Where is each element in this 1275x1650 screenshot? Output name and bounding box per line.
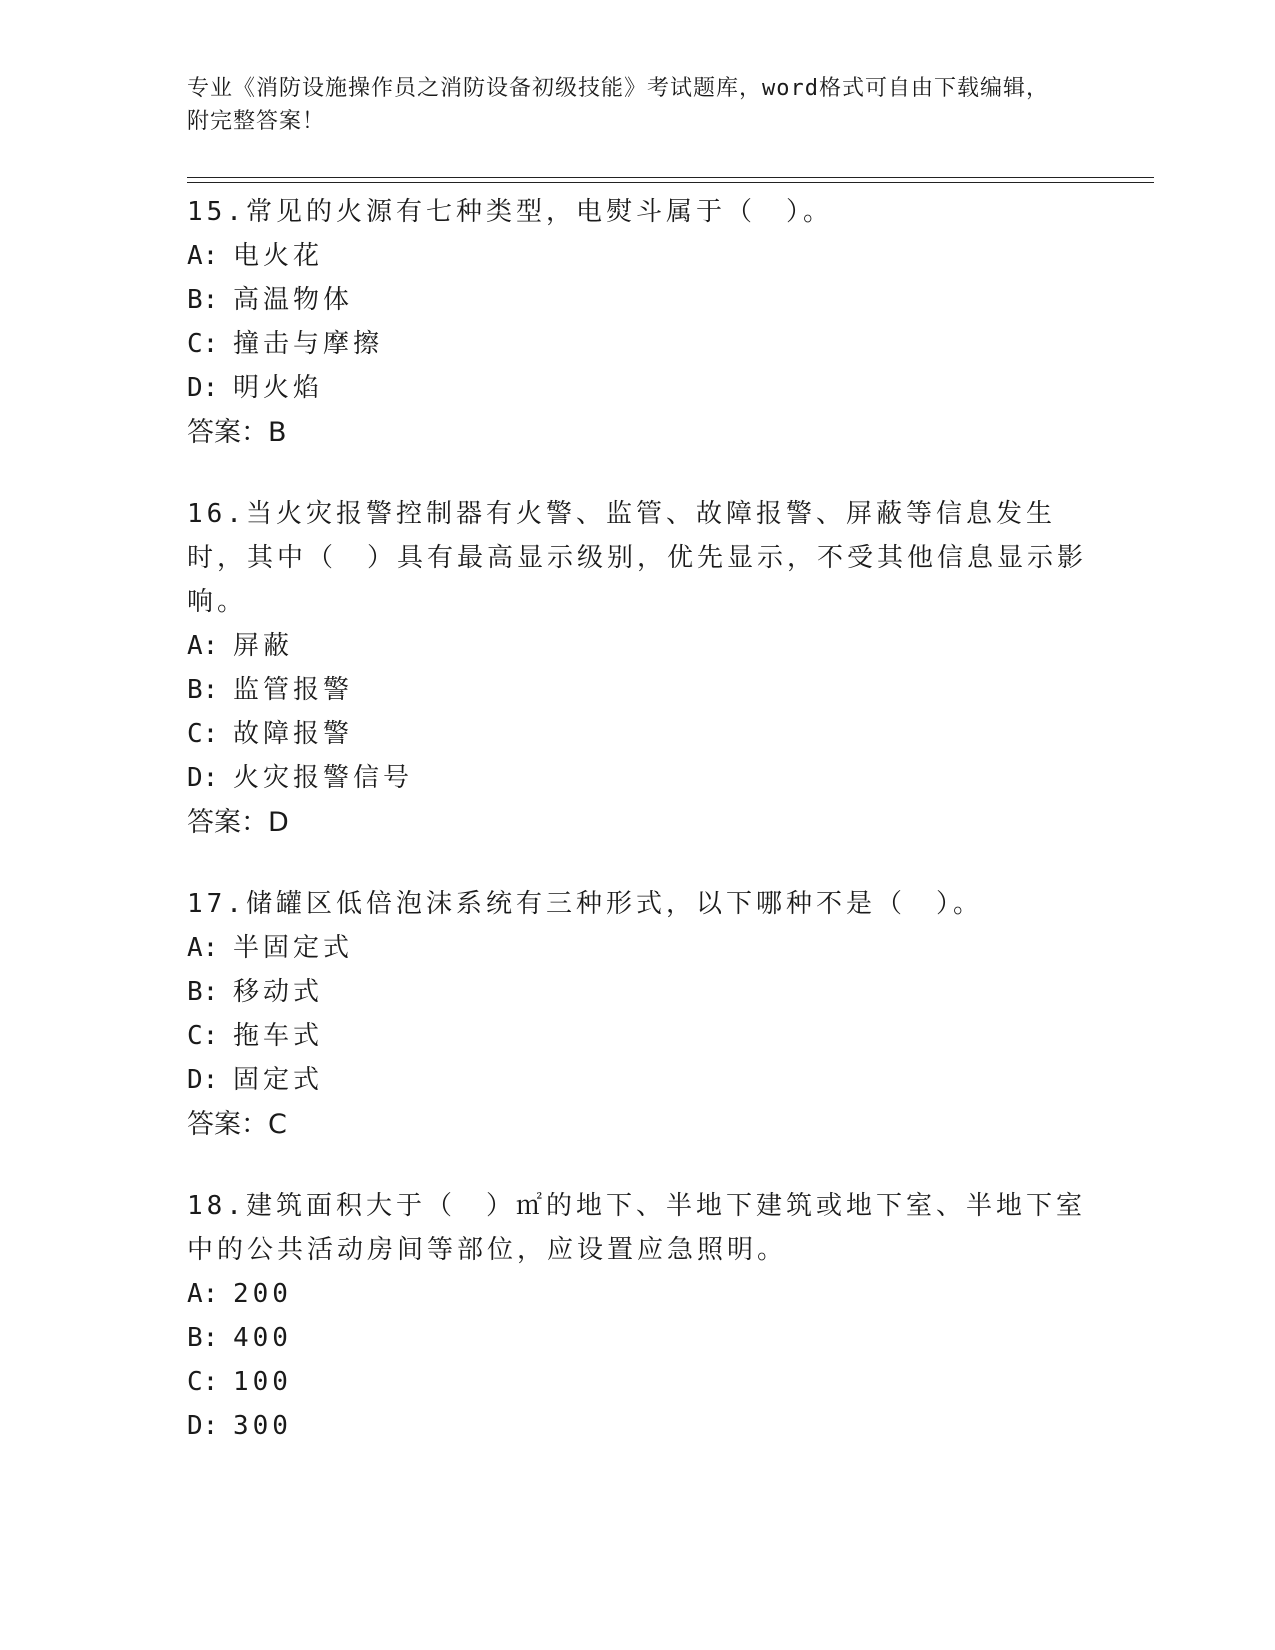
option-key: A: (187, 241, 219, 271)
option-text: 高温物体 (233, 285, 354, 315)
option-text: 100 (233, 1367, 292, 1397)
question-18 (187, 1184, 1087, 1448)
question-stem: 16.当火灾报警控制器有火警、监管、故障报警、屏蔽等信息发生时，其中（ ）具有最高显示级别，优先显示，不受其他信息显示影响。 (187, 499, 1088, 617)
question-15 (187, 190, 1087, 456)
option-a (187, 234, 1087, 278)
option-key: C: (187, 1021, 219, 1051)
option-c (187, 1360, 1087, 1404)
option-key: D: (187, 1065, 219, 1095)
question-list (187, 190, 1087, 1484)
option-text: 明火焰 (233, 373, 324, 403)
option-a (187, 624, 1087, 668)
option-d (187, 1404, 1087, 1448)
question-16 (187, 492, 1087, 846)
option-key: D: (187, 1411, 219, 1441)
option-text: 监管报警 (233, 675, 354, 705)
option-a (187, 926, 1087, 970)
option-key: B: (187, 285, 219, 315)
option-key: D: (187, 373, 219, 403)
option-d (187, 1058, 1087, 1102)
option-text: 移动式 (233, 977, 324, 1007)
question-17 (187, 882, 1087, 1148)
document-header: 专业《消防设施操作员之消防设备初级技能》考试题库，word格式可自由下载编辑，附完整答案！ (187, 76, 1049, 134)
option-key: D: (187, 763, 219, 793)
option-b (187, 1316, 1087, 1360)
option-key: C: (187, 1367, 219, 1397)
option-b (187, 668, 1087, 712)
option-text: 电火花 (233, 241, 324, 271)
option-text: 300 (233, 1411, 292, 1441)
option-text: 200 (233, 1279, 292, 1309)
option-d (187, 756, 1087, 800)
option-text: 撞击与摩擦 (233, 329, 384, 359)
option-key: B: (187, 977, 219, 1007)
option-key: A: (187, 933, 219, 963)
option-c (187, 322, 1087, 366)
option-text: 拖车式 (233, 1021, 324, 1051)
answer-line: 答案：C (187, 1109, 287, 1140)
option-text: 屏蔽 (233, 631, 294, 661)
header-divider-top (187, 177, 1154, 178)
option-d (187, 366, 1087, 410)
option-key: B: (187, 1323, 219, 1353)
question-stem: 15.常见的火源有七种类型，电熨斗属于（ ）。 (187, 197, 833, 227)
option-c (187, 712, 1087, 756)
question-stem: 17.储罐区低倍泡沫系统有三种形式，以下哪种不是（ ）。 (187, 889, 983, 919)
option-key: C: (187, 719, 219, 749)
option-text: 400 (233, 1323, 292, 1353)
option-c (187, 1014, 1087, 1058)
answer-line: 答案：D (187, 807, 289, 838)
option-a (187, 1272, 1087, 1316)
option-text: 故障报警 (233, 719, 354, 749)
option-text: 固定式 (233, 1065, 324, 1095)
answer-line: 答案：B (187, 417, 287, 448)
question-stem: 18.建筑面积大于（ ）㎡的地下、半地下建筑或地下室、半地下室中的公共活动房间等部位，应设置应急照明。 (187, 1191, 1086, 1265)
option-b (187, 970, 1087, 1014)
option-key: C: (187, 329, 219, 359)
option-key: A: (187, 631, 219, 661)
option-text: 火灾报警信号 (233, 763, 414, 793)
option-b (187, 278, 1087, 322)
header-divider-bottom (187, 182, 1154, 183)
option-text: 半固定式 (233, 933, 354, 963)
option-key: B: (187, 675, 219, 705)
option-key: A: (187, 1279, 219, 1309)
